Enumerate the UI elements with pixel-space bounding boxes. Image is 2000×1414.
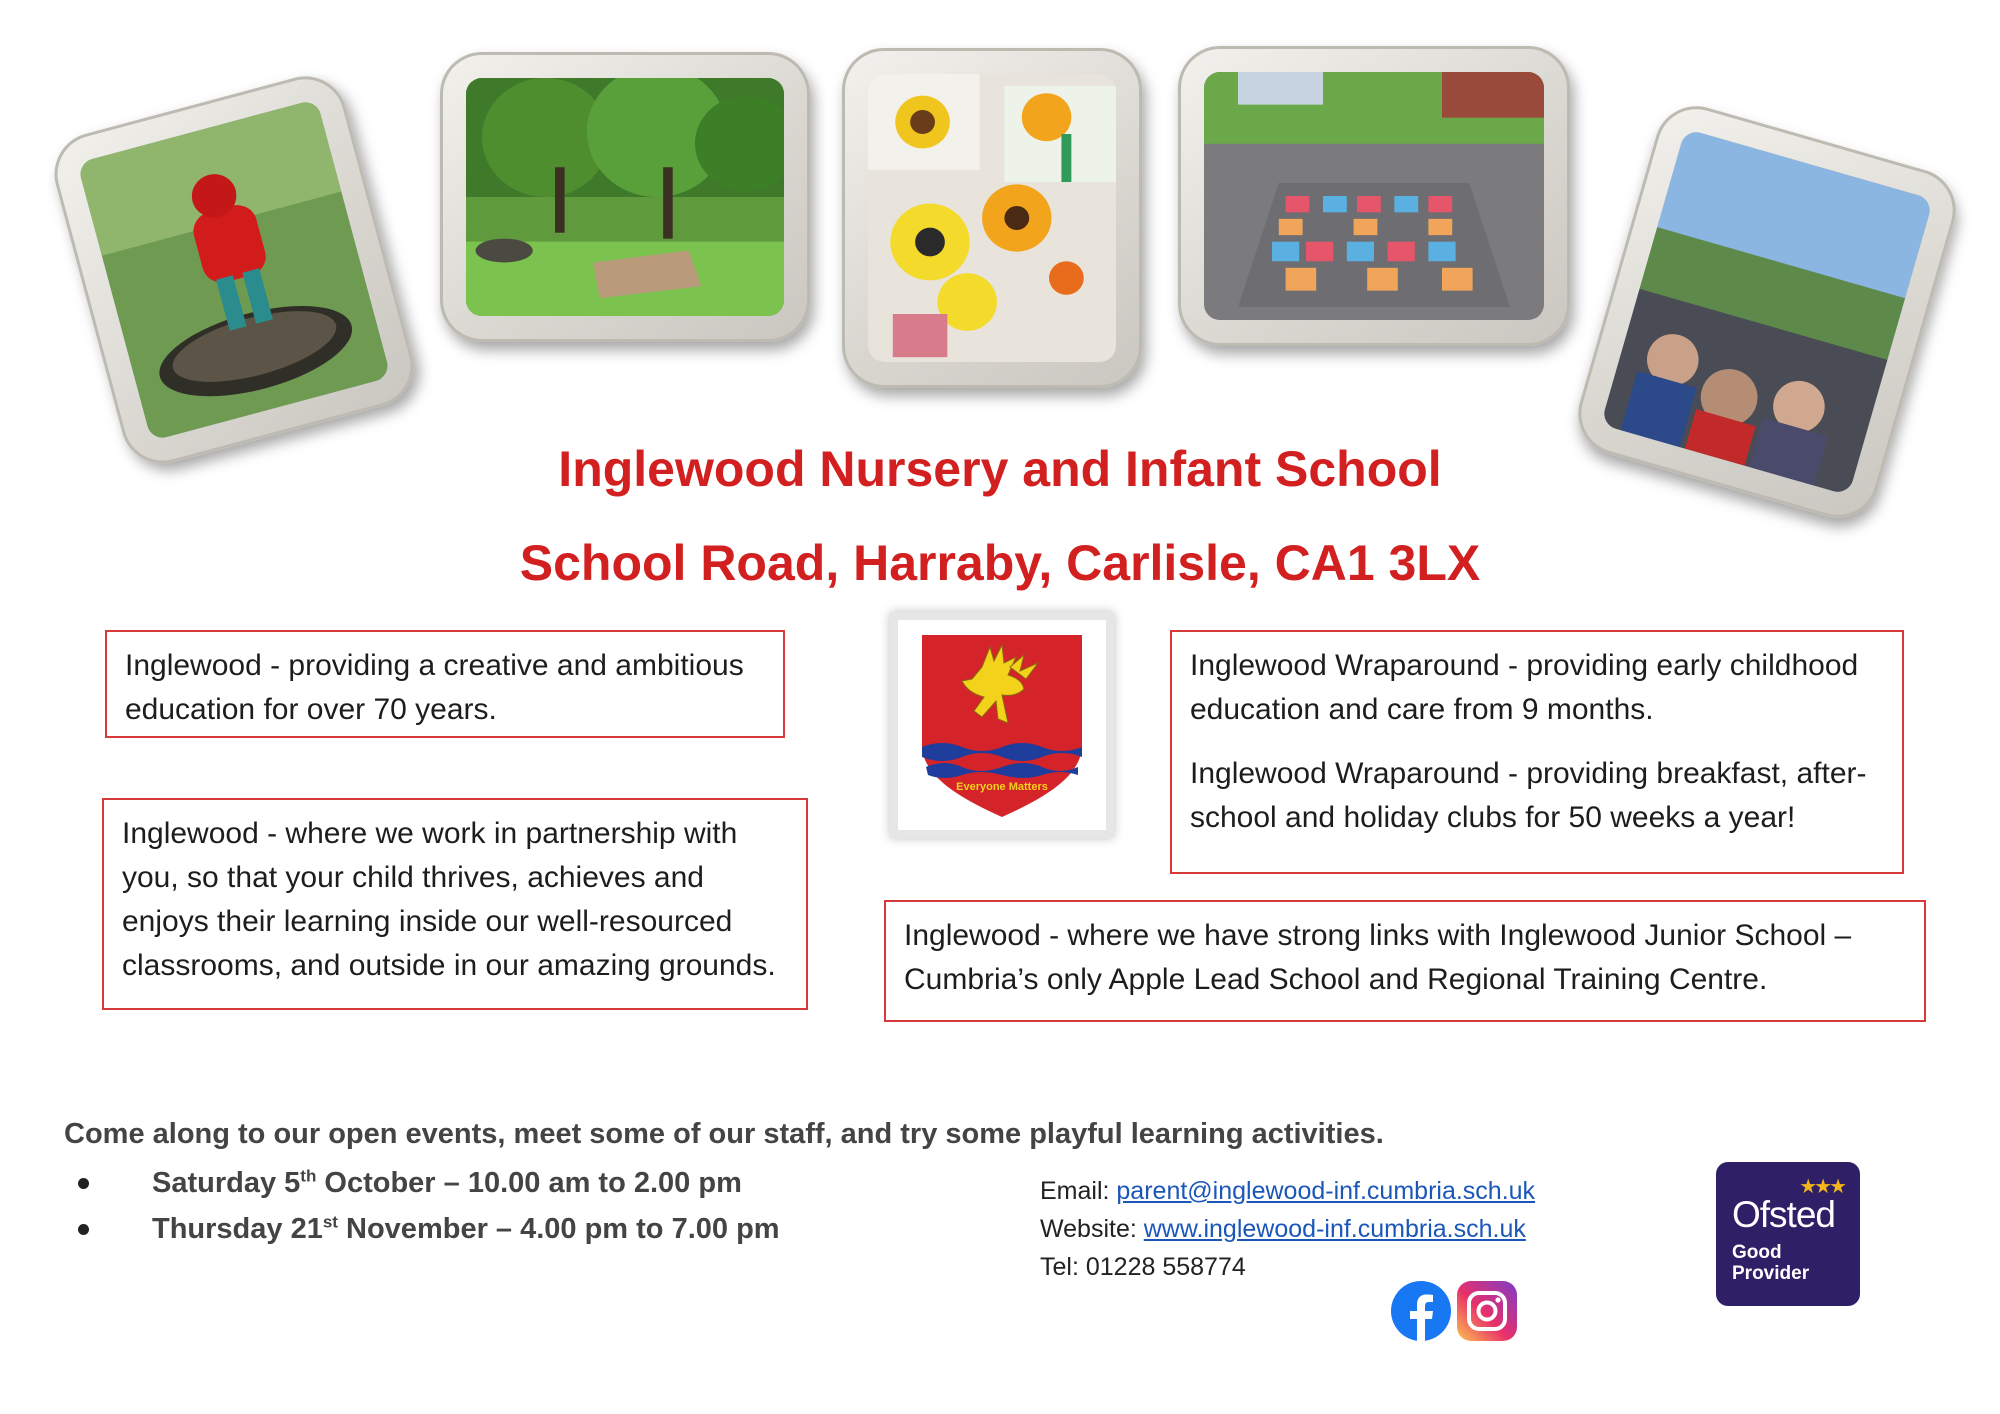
photo-frame-3: [842, 48, 1142, 388]
crest-shield-icon: [912, 627, 1092, 823]
partnership-text: Inglewood - where we work in partnership with you, so that your child thrives, achieves and enjoys their learning inside our well-resourced classrooms, and outside in our amazing grounds.: [122, 817, 776, 982]
email-line: Email: parent@inglewood-inf.cumbria.sch.uk: [1040, 1177, 1536, 1205]
crest-motto: Everyone Matters: [956, 781, 1048, 793]
facebook-icon[interactable]: [1390, 1280, 1452, 1342]
event-item-saturday: Saturday 5th October – 10.00 am to 2.00 pm: [64, 1160, 780, 1206]
contact-details: [1040, 1172, 1535, 1286]
ofsted-rating: Good Provider: [1732, 1242, 1810, 1284]
school-name-heading: Inglewood Nursery and Infant School: [558, 441, 1442, 497]
ofsted-good-provider-badge: [1716, 1162, 1860, 1306]
creative-education-text: Inglewood - providing a creative and ambitious education for over 70 years.: [125, 649, 744, 726]
tel-line: Tel: 01228 558774: [1040, 1253, 1246, 1281]
school-address-heading: School Road, Harraby, Carlisle, CA1 3LX: [519, 535, 1481, 591]
creative-education-box: [105, 630, 785, 738]
wraparound-early-text: Inglewood Wraparound - providing early childhood education and care from 9 months.: [1190, 649, 1859, 726]
open-events-intro: Come along to our open events, meet some of our staff, and try some playful learning activities.: [64, 1118, 1384, 1150]
ofsted-brand: Ofsted: [1732, 1194, 1835, 1235]
sunflower-painting-photo: [868, 74, 1116, 362]
bullet-icon: [78, 1224, 89, 1235]
school-crest: [890, 612, 1114, 838]
woodland-grounds-photo: [466, 78, 784, 316]
junior-school-links-text: Inglewood - where we have strong links with Inglewood Junior School – Cumbria’s only Apple Lead School and Regional Training Centre.: [904, 919, 1852, 996]
tel-number: 01228 558774: [1085, 1253, 1246, 1281]
child-jumping-puddle-photo: [77, 99, 391, 441]
photo-frame-2: [440, 52, 810, 342]
bullet-icon: [78, 1178, 89, 1189]
wraparound-clubs-text: Inglewood Wraparound - providing breakfast, after-school and holiday clubs for 50 weeks a year!: [1190, 757, 1867, 834]
website-link[interactable]: www.inglewood-inf.cumbria.sch.uk: [1143, 1215, 1526, 1243]
junior-school-links-box: [884, 900, 1926, 1022]
event-item-thursday: Thursday 21st November – 4.00 pm to 7.00 pm: [64, 1206, 780, 1252]
wraparound-box: [1170, 630, 1904, 874]
ofsted-stars-icon: ★★★: [1799, 1176, 1844, 1198]
photo-frame-1: [45, 67, 423, 473]
instagram-icon[interactable]: [1456, 1280, 1518, 1342]
partnership-box: [102, 798, 808, 1010]
email-link[interactable]: parent@inglewood-inf.cumbria.sch.uk: [1116, 1177, 1536, 1205]
photo-frame-4: [1178, 46, 1570, 346]
website-line: Website: www.inglewood-inf.cumbria.sch.uk: [1040, 1215, 1526, 1243]
open-events-list: [64, 1160, 780, 1252]
playground-markings-photo: [1204, 72, 1544, 320]
